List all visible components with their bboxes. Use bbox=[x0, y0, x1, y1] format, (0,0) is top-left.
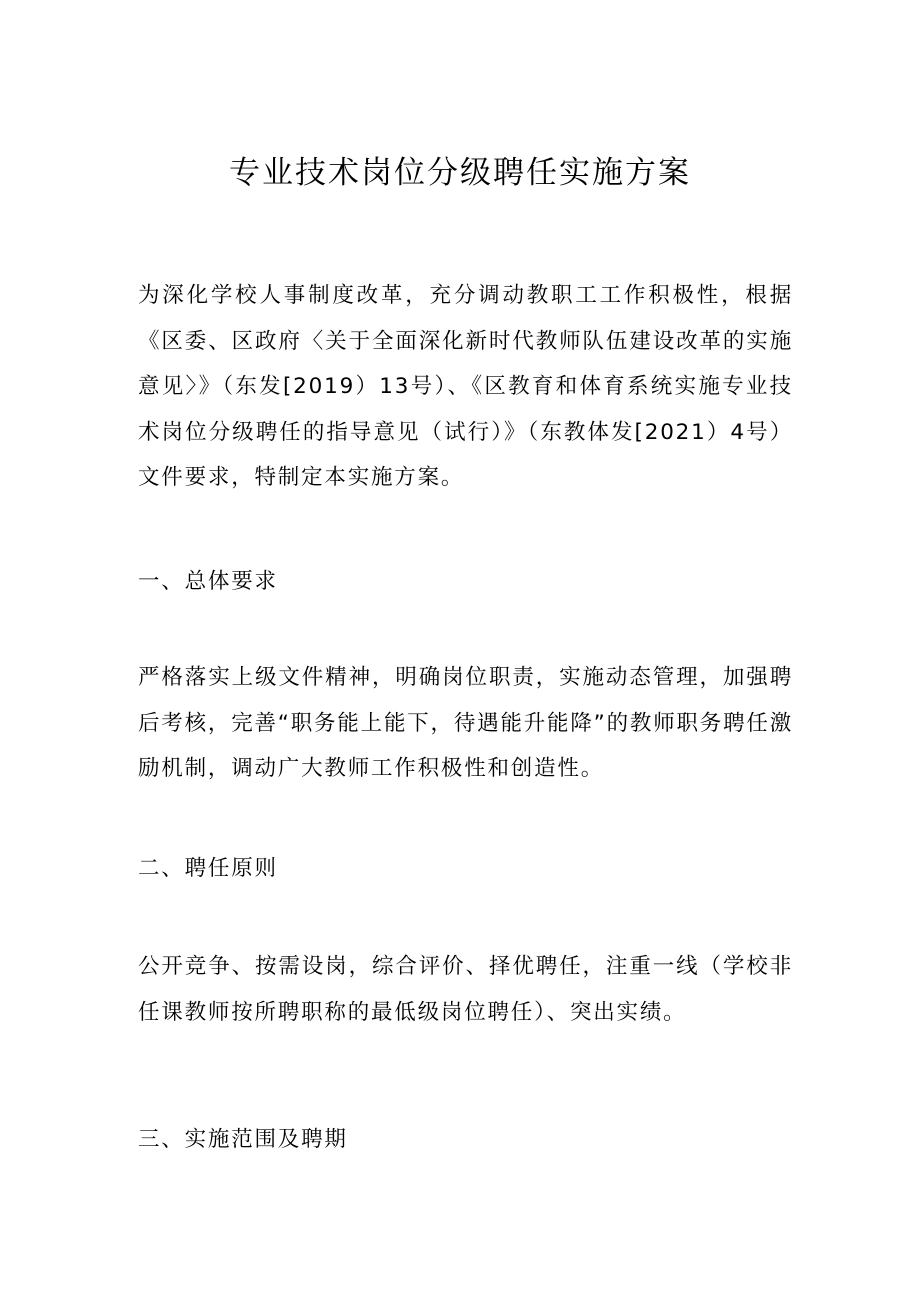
intro-paragraph: 为深化学校人事制度改革，充分调动教职工工作积极性，根据《区委、区政府〈关于全面深化新时代教师队伍建设改革的实施意见〉》（东发[2019）13号）、《区教育和体育系统实施专业技术岗位分级聘任的指导意见（试行）》（东教体发[2021）4号）文件要求，特制定本实施方案。 bbox=[138, 283, 793, 490]
section-body-general-requirements: 严格落实上级文件精神，明确岗位职责，实施动态管理，加强聘后考核，完善“职务能上能下，待遇能升能降”的教师职务聘任激励机制，调动广大教师工作积极性和创造性。 bbox=[138, 665, 793, 781]
section-heading-general-requirements: 一、总体要求 bbox=[138, 569, 278, 594]
section-heading-scope-and-term: 三、实施范围及聘期 bbox=[138, 1127, 348, 1152]
section-heading-appointment-principles: 二、聘任原则 bbox=[138, 856, 278, 881]
section-body-appointment-principles: 公开竞争、按需设岗，综合评价、择优聘任，注重一线（学校非任课教师按所聘职称的最低级岗位聘任）、突出实绩。 bbox=[138, 954, 793, 1025]
document-title: 专业技术岗位分级聘任实施方案 bbox=[229, 155, 691, 191]
